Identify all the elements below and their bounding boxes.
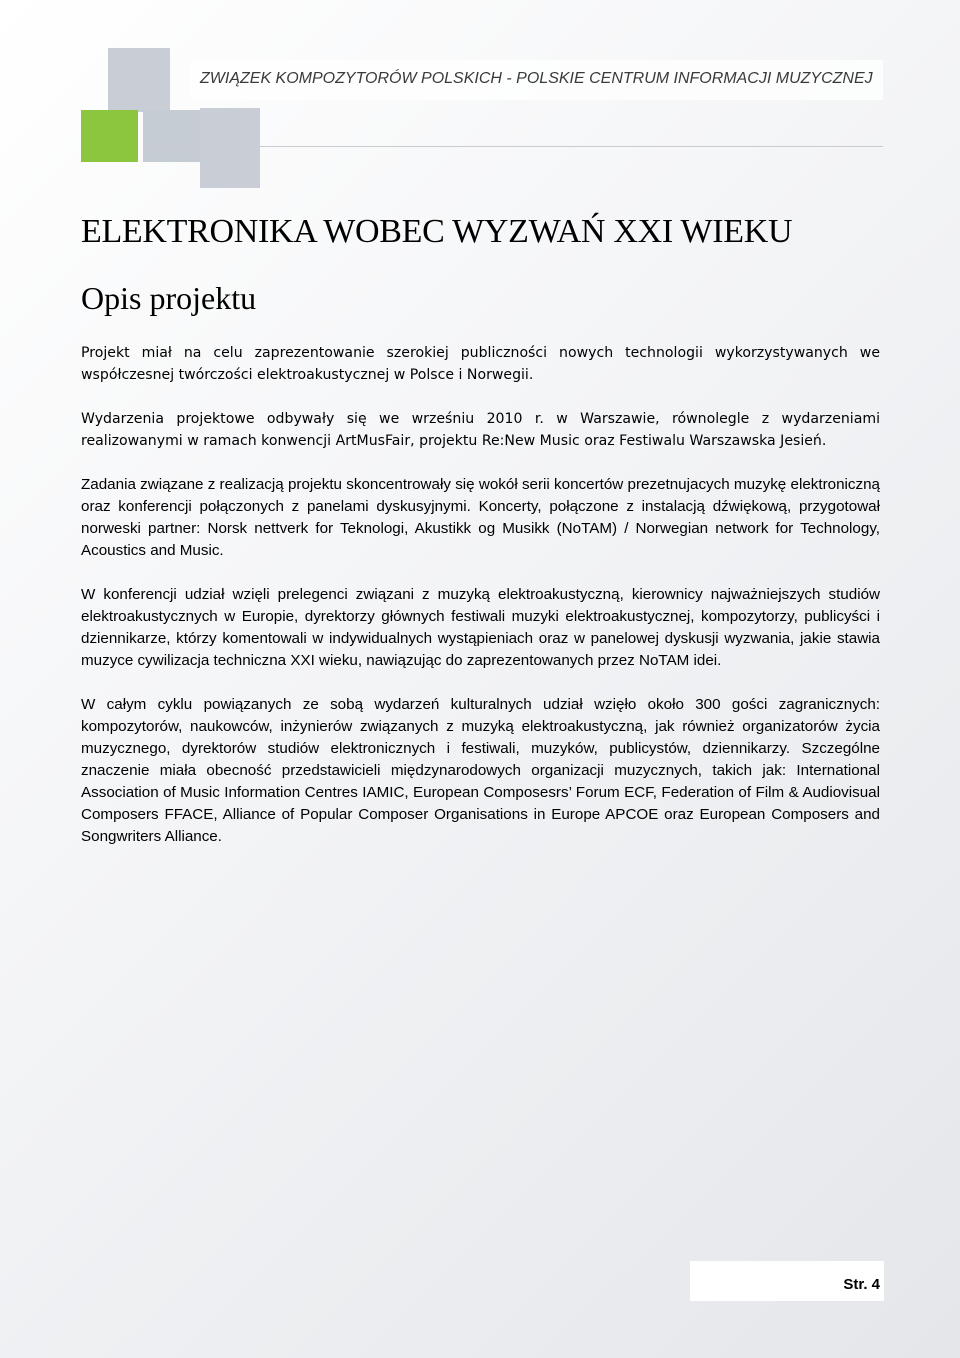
document-body [81,342,880,870]
header-divider [143,146,883,147]
paragraph: Zadania związane z realizacją projektu skoncentrowały się wokół serii koncertów prezetnujacych muzykę elektroniczną oraz konferencji połączonych z panelami dyskusyjnymi. Koncerty, połączone z instalacją dźwiękową, przygotował norweski partner: Norsk nettverk for Teknologi, Akustikk og Musikk (NoTAM) / Norwegian network for Technology, Acoustics and Music. [81,476,880,559]
decorative-square [200,108,260,188]
document-title: ELEKTRONIKA WOBEC WYZWAŃ XXI WIEKU [81,213,793,250]
paragraph: W konferencji udział wzięli prelegenci związani z muzyką elektroakustyczną, kierownicy najważniejszych studiów elektroakustycznych w Europie, dyrektorzy głównych festiwali muzyki elektroakustycznej, kompozytorzy, publicyści i dziennikarze, którzy komentowali w indywidualnych wystąpieniach oraz w panelowej dyskusji wyzwania, jakie stawia muzyce cywilizacja techniczna XXI wieku, nawiązując do zaprezentowanych przez NoTAM idei. [81,586,880,669]
decorative-square [143,110,200,162]
paragraph: Projekt miał na celu zaprezentowanie szerokiej publiczności nowych technologii wykorzystywanych we współczesnej twórczości elektroakustycznej w Polsce i Norwegii. [81,345,880,383]
paragraph: Wydarzenia projektowe odbywały się we wrześniu 2010 r. w Warszawie, równolegle z wydarzeniami realizowanymi w ramach konwencji ArtMusFair, projektu Re:New Music oraz Festiwalu Warszawska Jesień. [81,411,880,449]
decorative-square-green [81,110,138,162]
page-number: Str. 4 [843,1276,880,1293]
decorative-square [108,48,170,112]
section-title: Opis projektu [81,280,257,316]
header-org-name: ZWIĄZEK KOMPOZYTORÓW POLSKICH - POLSKIE CENTRUM INFORMACJI MUZYCZNEJ [200,70,873,87]
paragraph: W całym cyklu powiązanych ze sobą wydarzeń kulturalnych udział wzięło około 300 gości zagranicznych: kompozytorów, naukowców, inżynierów związanych z muzyką elektroakustyczną, jak również organizatorów życia muzycznego, dyrektorów studiów elektronicznych i festiwali, muzyków, publicystów, dziennikarzy. Szczególne znaczenie miała obecność przedstawicieli międzynarodowych organizacji muzycznych, takich jak: International Association of Music Information Centres IAMIC, European Composesrs’ Forum ECF, Federation of Film & Audiovisual Composers FFACE, Alliance of Popular Composer Organisations in Europe APCOE oraz European Composers and Songwriters Alliance. [81,696,880,845]
